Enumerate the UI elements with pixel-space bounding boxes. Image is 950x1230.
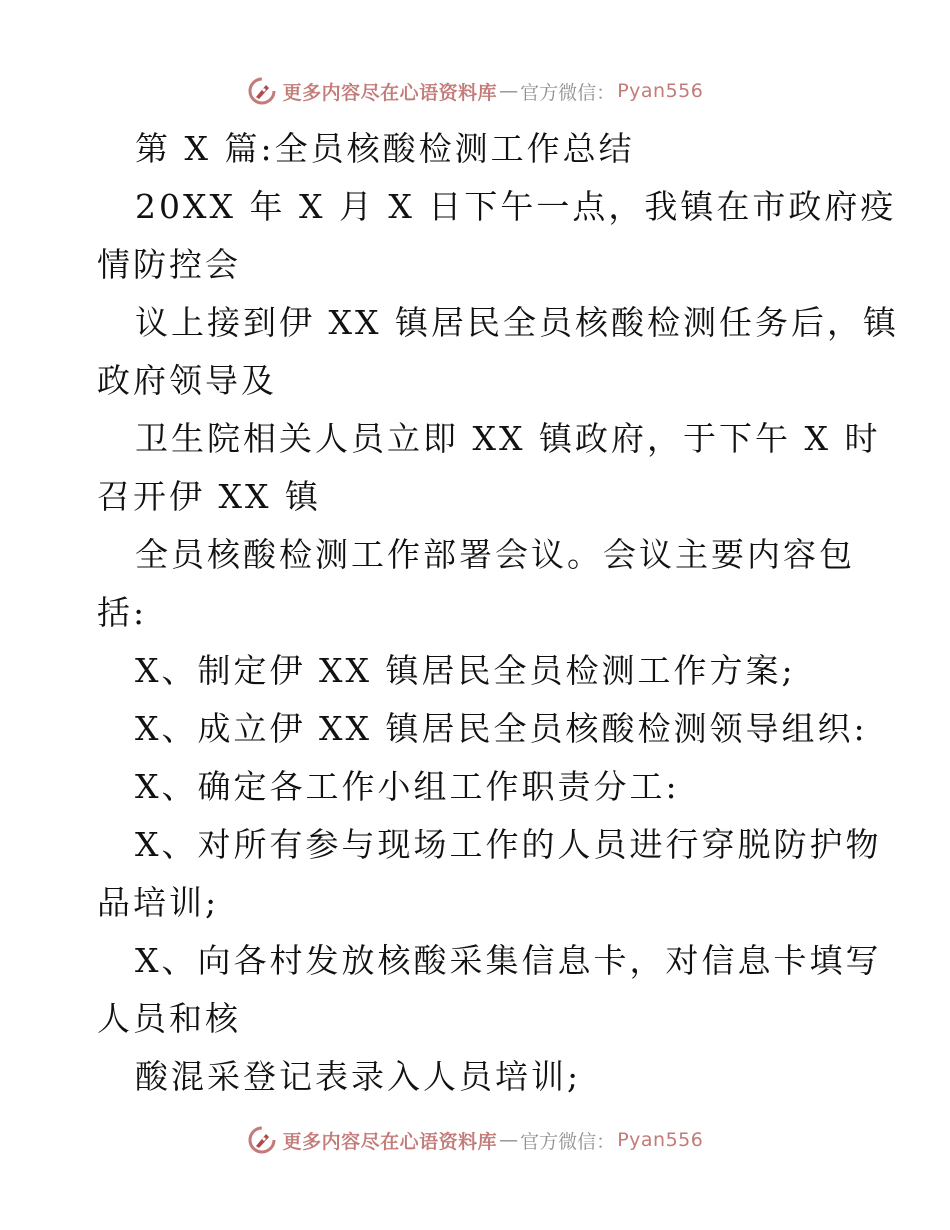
banner-main-text: 更多内容尽在心语资料库 (282, 1130, 498, 1153)
paragraph-line: 卫生院相关人员立即 XX 镇政府，于下午 X 时 (135, 419, 881, 458)
paragraph-line: 议上接到伊 XX 镇居民全员核酸检测任务后，镇 (135, 303, 899, 342)
list-item-continuation: 人员和核 (97, 999, 241, 1038)
footer-watermark-banner (0, 1120, 950, 1160)
header-watermark-banner (0, 71, 950, 111)
list-item: X、制定伊 XX 镇居民全员检测工作方案; (135, 651, 796, 690)
list-item-continuation: 酸混采登记表录入人员培训; (135, 1057, 582, 1096)
paragraph-line: 情防控会 (97, 245, 241, 284)
pen-nib-logo-icon (247, 1125, 277, 1155)
pen-nib-logo-icon (247, 76, 277, 106)
document-title: 第 X 篇:全员核酸检测工作总结 (135, 129, 635, 168)
list-item: X、对所有参与现场工作的人员进行穿脱防护物 (135, 825, 882, 864)
list-item: X、确定各工作小组工作职责分工: (135, 767, 680, 806)
banner-wechat-id: Pyan556 (617, 80, 704, 102)
paragraph-line: 括: (97, 593, 148, 632)
banner-sub-text: 官方微信： (520, 1130, 616, 1153)
document-body (97, 120, 899, 1106)
paragraph-line: 20XX 年 X 月 X 日下午一点，我镇在市政府疫 (135, 187, 897, 226)
banner-separator: — (499, 1129, 519, 1151)
paragraph-line: 政府领导及 (97, 361, 277, 400)
paragraph-line: 召开伊 XX 镇 (97, 477, 321, 516)
paragraph-line: 全员核酸检测工作部署会议。会议主要内容包 (135, 535, 855, 574)
banner-main-text: 更多内容尽在心语资料库 (282, 81, 498, 104)
list-item: X、成立伊 XX 镇居民全员核酸检测领导组织: (135, 709, 868, 748)
banner-sub-text: 官方微信： (520, 81, 616, 104)
list-item-continuation: 品培训; (97, 883, 220, 922)
list-item: X、向各村发放核酸采集信息卡，对信息卡填写 (135, 941, 882, 980)
banner-separator: — (499, 80, 519, 102)
banner-wechat-id: Pyan556 (617, 1129, 704, 1151)
